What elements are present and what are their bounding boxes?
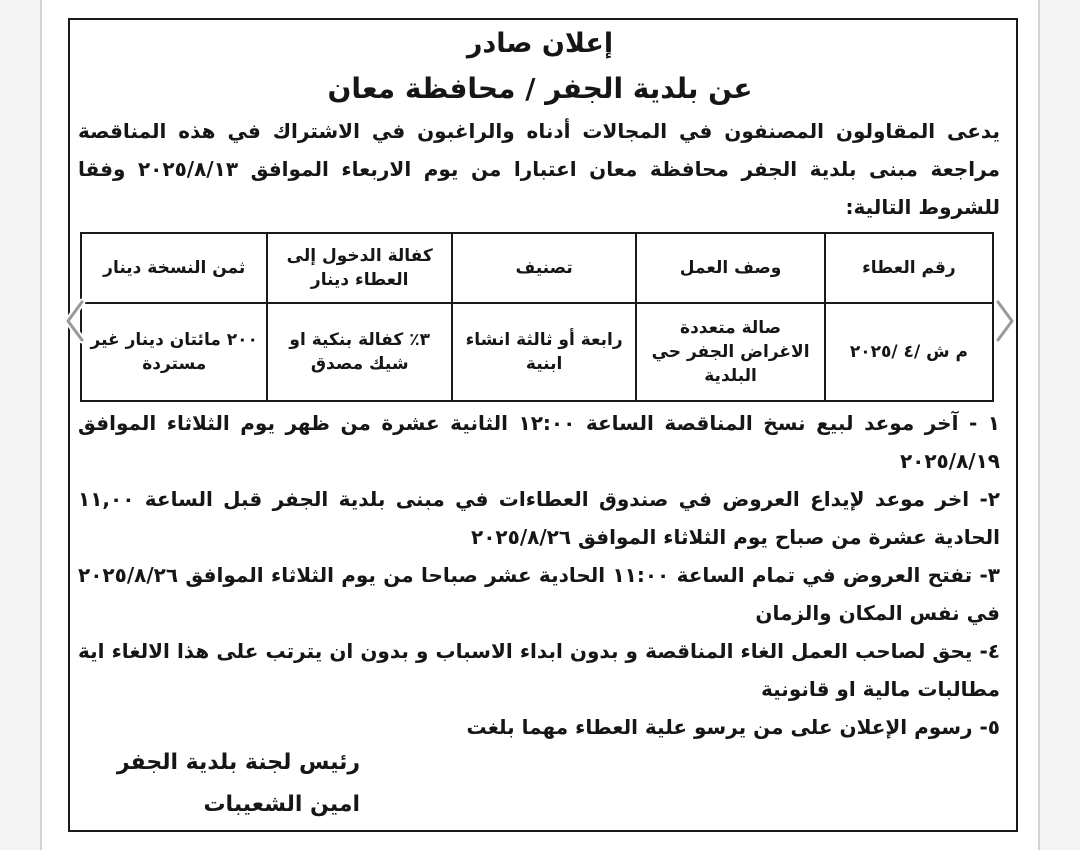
table-row [81,303,993,401]
cell-work-description: صالة متعددة الاغراض الجفر حي البلدية [636,303,824,401]
announcement-title: إعلان صادر [466,28,614,59]
signature-name: امين الشعيبات [203,792,360,817]
announcement-subtitle: عن بلدية الجفر / محافظة معان [327,72,753,105]
condition-item: ٣- تفتح العروض في تمام الساعة ١١:٠٠ الحادية عشر صباحا من يوم الثلاثاء الموافق ٢٠٢٥/٨/٢٦ في نفس المكان والزمان [78,563,1000,625]
conditions-list [78,404,1000,746]
header-classification: تصنيف [452,233,636,303]
tender-table [80,232,994,402]
cell-tender-number: م ش /٤ /٢٠٢٥ [825,303,993,401]
header-tender-number: رقم العطاء [825,233,993,303]
condition-item: ١ - آخر موعد لبيع نسخ المناقصة الساعة ١٢:٠٠ الثانية عشرة من ظهر يوم الثلاثاء الموافق ٢٠٢٥/٨/١٩ [78,411,1000,473]
condition-item: ٢- اخر موعد لإيداع العروض في صندوق العطاءات في مبنى بلدية الجفر قبل الساعة ١١,٠٠ الحادية عشرة من صباح يوم الثلاثاء الموافق ٢٠٢٥/٨/٢٦ [78,487,1000,549]
cell-copy-price: ٢٠٠ مائتان دينار غير مستردة [81,303,267,401]
header-work-description: وصف العمل [636,233,824,303]
cell-classification: رابعة أو ثالثة انشاء ابنية [452,303,636,401]
next-image-button[interactable] [992,296,1018,346]
signature-position: رئيس لجنة بلدية الجفر [116,750,360,775]
header-entry-guarantee: كفالة الدخول إلى العطاء دينار [267,233,451,303]
header-copy-price: ثمن النسخة دينار [81,233,267,303]
chevron-left-icon [62,296,88,346]
condition-item: ٥- رسوم الإعلان على من يرسو علية العطاء مهما بلغت [466,715,1000,739]
previous-image-button[interactable] [62,296,88,346]
condition-item: ٤- يحق لصاحب العمل الغاء المناقصة و بدون ابداء الاسباب و بدون ان يترتب على هذا الالغاء اية مطالبات مالية او قانونية [78,639,1000,701]
cell-entry-guarantee: ٣٪ كفالة بنكية او شيك مصدق [267,303,451,401]
announcement-intro: يدعى المقاولون المصنفون في المجالات أدناه والراغبون في الاشتراك في هذه المناقصة مراجعة مبنى بلدية الجفر محافظة معان اعتبارا من يوم الاربعاء الموافق ٢٠٢٥/٨/١٣ وفقا للشروط التالية: [78,119,1000,219]
table-header-row [81,233,993,303]
signature-block [117,742,360,826]
chevron-right-icon [992,296,1018,346]
